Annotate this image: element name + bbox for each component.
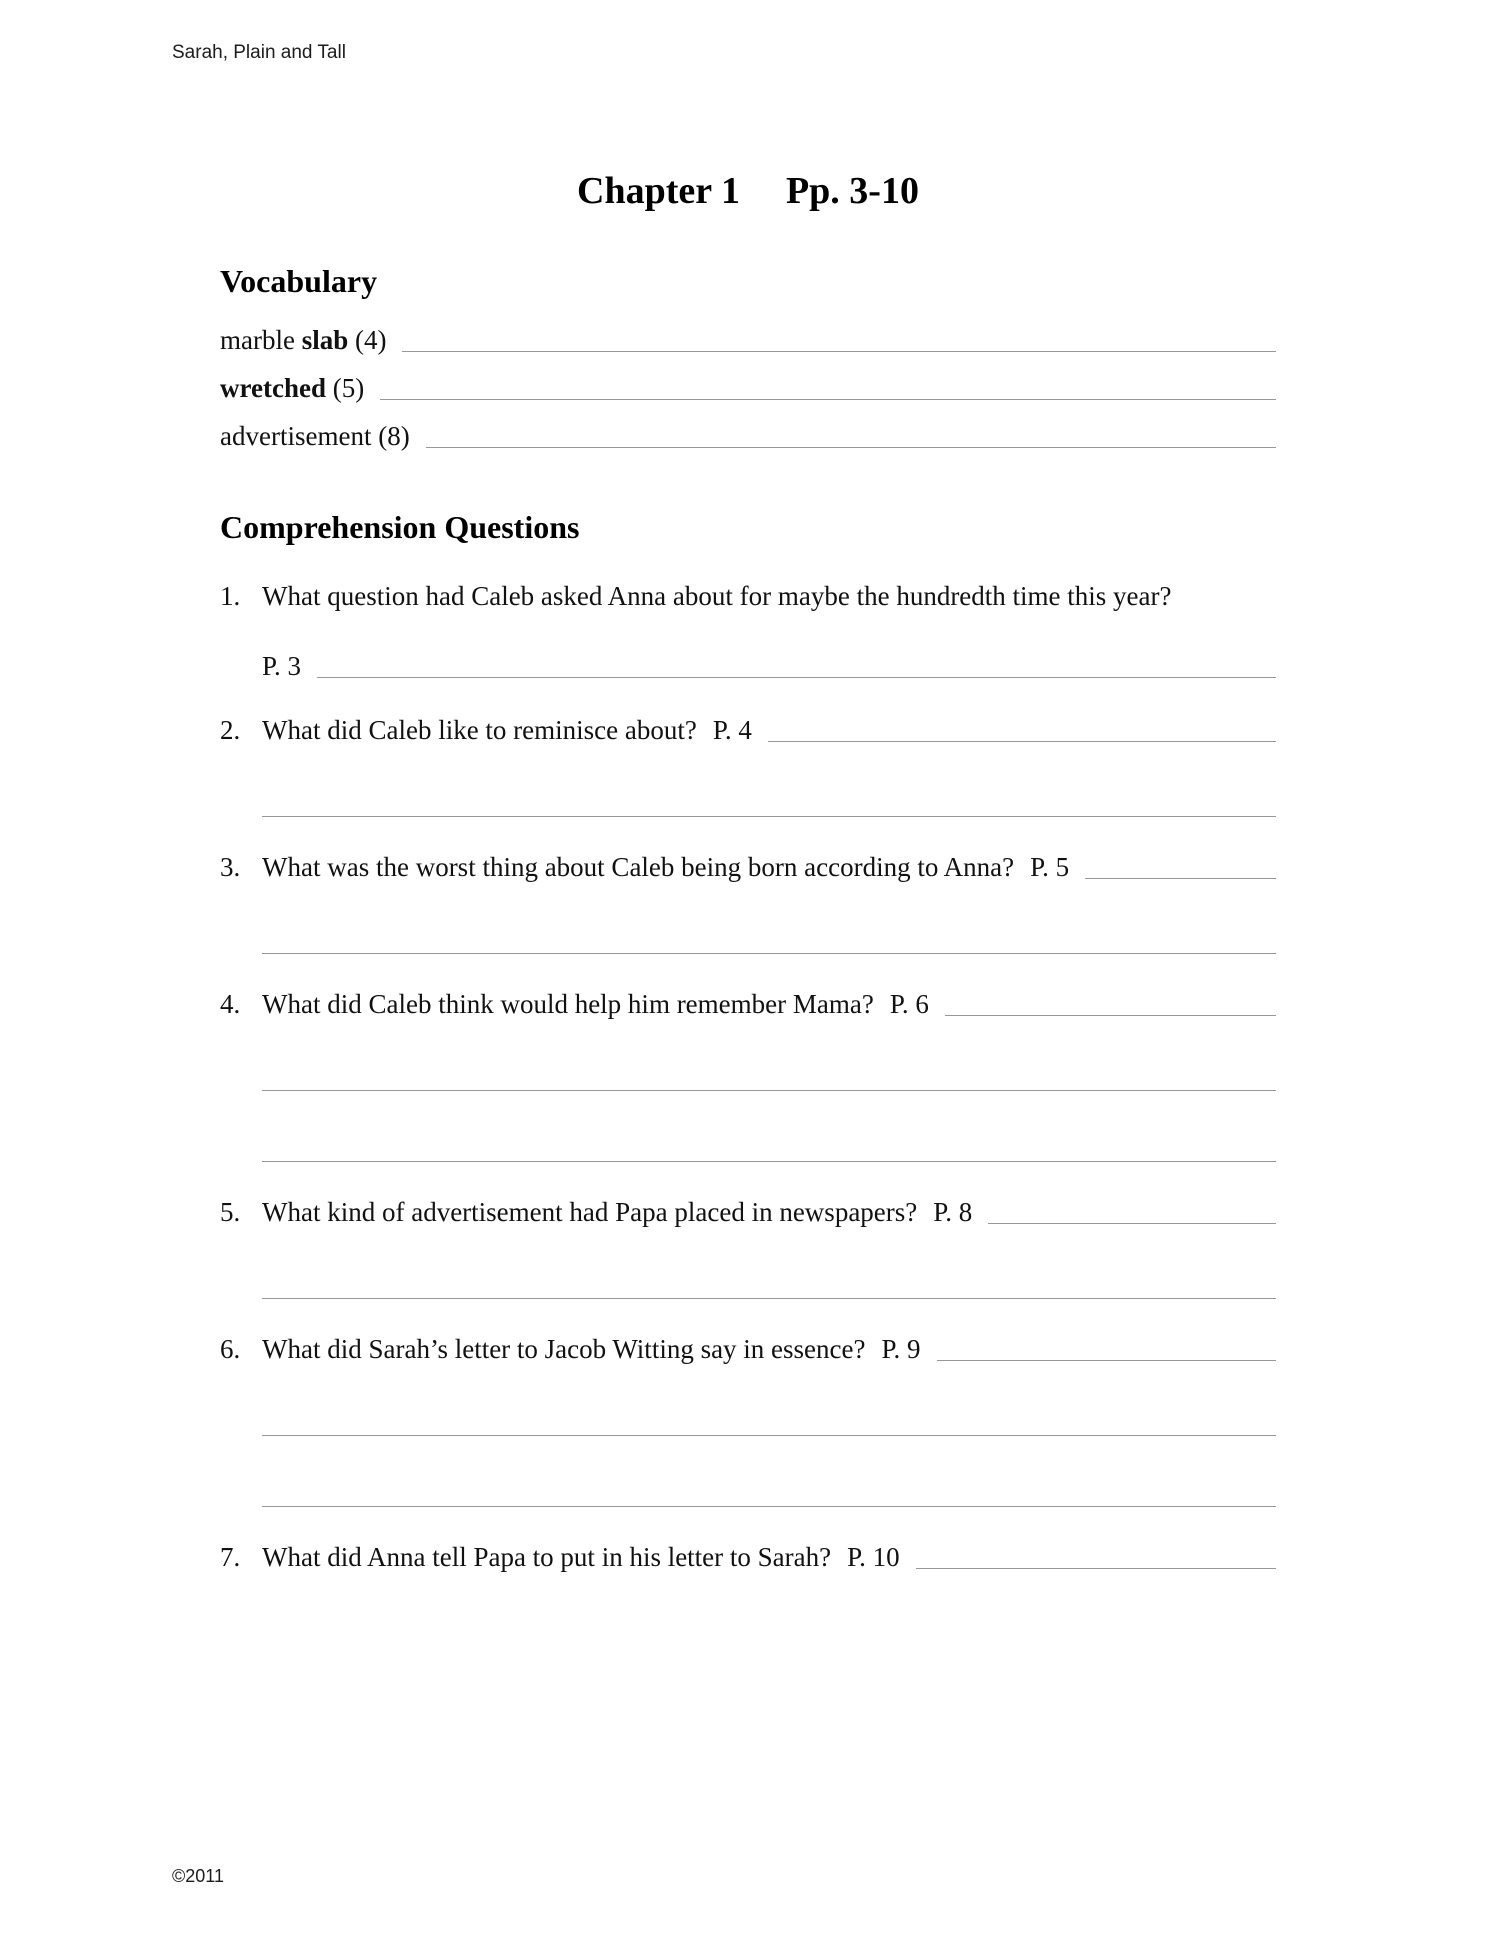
vocab-term-post: (8) xyxy=(371,421,410,451)
page-reference: P. 10 xyxy=(847,1542,900,1572)
question-row xyxy=(220,712,1276,748)
question-number: 5. xyxy=(220,1197,241,1227)
vocab-term-post: (4) xyxy=(348,325,387,355)
question-row xyxy=(220,1194,1276,1230)
answer-line xyxy=(262,1435,1276,1436)
answer-line xyxy=(988,1223,1276,1224)
vocab-term xyxy=(220,418,410,454)
question-number: 7. xyxy=(220,1542,241,1572)
page-ref-row xyxy=(262,648,1276,684)
question-body xyxy=(262,1194,1276,1230)
question-body xyxy=(262,712,1276,748)
question-number: 1. xyxy=(220,581,241,611)
page-range-label: Pp. 3-10 xyxy=(785,170,919,212)
copyright-footer: ©2011 xyxy=(172,1866,224,1886)
vocab-item xyxy=(220,370,1276,406)
vocab-term xyxy=(220,322,386,358)
question-body xyxy=(262,578,1276,614)
answer-line xyxy=(262,1506,1276,1507)
question-body xyxy=(262,849,1276,885)
answer-line xyxy=(768,741,1276,742)
question-text: What did Caleb like to reminisce about? xyxy=(262,715,697,745)
page-title xyxy=(220,166,1276,216)
question-row xyxy=(220,578,1276,614)
answer-line xyxy=(317,677,1276,678)
answer-line xyxy=(937,1360,1276,1361)
vocab-term-bold: wretched xyxy=(220,373,326,403)
document-header: Sarah, Plain and Tall xyxy=(172,42,346,63)
vocab-term-post: (5) xyxy=(325,373,365,403)
answer-line xyxy=(262,953,1276,954)
vocabulary-heading: Vocabulary xyxy=(220,263,378,299)
question-text: What did Anna tell Papa to put in his letter to Sarah? xyxy=(262,1542,832,1572)
question-row xyxy=(220,1539,1276,1575)
question-text: What was the worst thing about Caleb being born according to Anna? xyxy=(262,852,1015,882)
page-reference: P. 5 xyxy=(1030,852,1070,882)
answer-line xyxy=(426,447,1276,448)
answer-line xyxy=(262,1161,1276,1162)
question-text: What did Sarah’s letter to Jacob Witting say in essence? xyxy=(262,1334,866,1364)
comprehension-heading: Comprehension Questions xyxy=(220,509,580,545)
answer-line xyxy=(262,1298,1276,1299)
page-reference: P. 8 xyxy=(933,1197,973,1227)
question-body xyxy=(262,1331,1276,1367)
question-number: 4. xyxy=(220,989,241,1019)
question-row xyxy=(220,1331,1276,1367)
page-reference: P. 4 xyxy=(712,715,752,745)
question-text: What kind of advertisement had Papa placed in newspapers? xyxy=(262,1197,918,1227)
page-reference: P. 3 xyxy=(262,651,302,681)
vocab-term-pre: marble xyxy=(220,325,302,355)
answer-line xyxy=(402,351,1276,352)
vocab-term xyxy=(220,370,364,406)
vocab-term-bold: slab xyxy=(301,325,349,355)
page-reference: P. 9 xyxy=(881,1334,921,1364)
answer-line xyxy=(1085,878,1276,879)
answer-line xyxy=(945,1015,1276,1016)
vocab-term-pre: advertisement xyxy=(220,421,372,451)
question-number: 6. xyxy=(220,1334,241,1364)
answer-line xyxy=(262,1090,1276,1091)
answer-line xyxy=(380,399,1276,400)
answer-line xyxy=(262,816,1276,817)
question-text: What question had Caleb asked Anna about for maybe the hundredth time this year? xyxy=(262,581,1172,611)
question-number: 2. xyxy=(220,715,241,745)
question-body xyxy=(262,1539,1276,1575)
vocab-item xyxy=(220,322,1276,358)
page-reference: P. 6 xyxy=(889,989,929,1019)
question-row xyxy=(220,986,1276,1022)
vocab-item xyxy=(220,418,1276,454)
chapter-label: Chapter 1 xyxy=(577,170,740,212)
answer-line xyxy=(916,1568,1276,1569)
question-text: What did Caleb think would help him remember Mama? xyxy=(262,989,874,1019)
question-body xyxy=(262,986,1276,1022)
question-row xyxy=(220,849,1276,885)
question-number: 3. xyxy=(220,852,241,882)
page-content xyxy=(220,0,1276,1575)
